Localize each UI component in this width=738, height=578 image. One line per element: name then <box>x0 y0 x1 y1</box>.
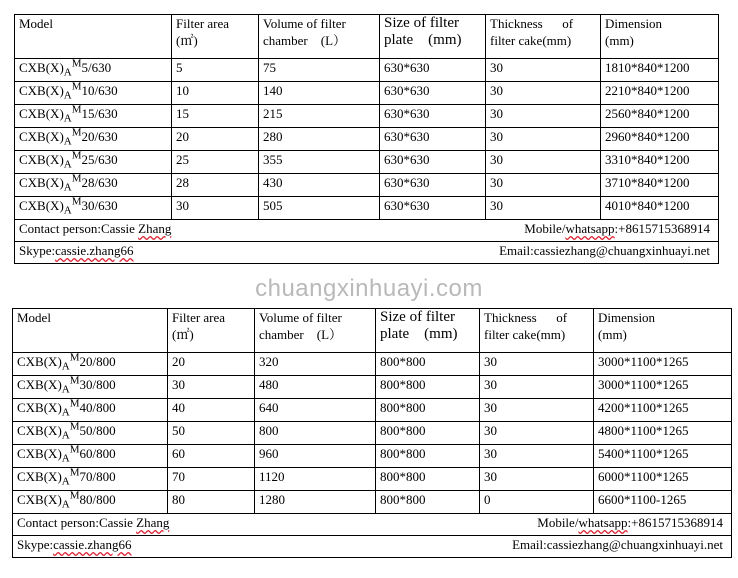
table-row <box>13 491 732 514</box>
volume-cell: 1120 <box>255 468 376 491</box>
filter-area-cell: 50 <box>168 422 255 445</box>
filter-area-cell: 60 <box>168 445 255 468</box>
cake-thickness-cell: 30 <box>480 376 594 399</box>
table-row <box>13 376 732 399</box>
model-cell: $CXB(X)_A^M20/630$ <box>15 128 172 151</box>
plate-size-cell: 630*630 <box>380 151 486 174</box>
model-cell: $CXB(X)_A^M25/630$ <box>15 151 172 174</box>
volume-cell: 75 <box>259 59 380 82</box>
header-plate-size: Size of filter plate (mm) <box>380 15 486 59</box>
contact-mobile: Mobile/whatsapp:+8615715368914 <box>524 221 710 236</box>
volume-cell: 800 <box>255 422 376 445</box>
contact-skype: Skype:cassie.zhang66 <box>17 537 132 552</box>
cake-thickness-cell: 30 <box>480 445 594 468</box>
contact-row <box>13 536 732 558</box>
plate-size-cell: 630*630 <box>380 82 486 105</box>
plate-size-cell: 800*800 <box>376 445 480 468</box>
volume-cell: 280 <box>259 128 380 151</box>
model-cell: $CXB(X)_A^M40/800$ <box>13 399 168 422</box>
spec-table-630 <box>14 14 719 264</box>
cake-thickness-cell: 0 <box>480 491 594 514</box>
table-row <box>15 105 719 128</box>
model-cell: $CXB(X)_A^M20/800$ <box>13 353 168 376</box>
header-volume: Volume of filter chamber (L） <box>255 309 376 353</box>
cake-thickness-cell: 30 <box>480 422 594 445</box>
header-dimension: Dimension (mm) <box>601 15 719 59</box>
filter-area-cell: 30 <box>172 197 259 220</box>
volume-cell: 320 <box>255 353 376 376</box>
cake-thickness-cell: 30 <box>480 468 594 491</box>
volume-cell: 480 <box>255 376 376 399</box>
dimension-cell: 3310*840*1200 <box>601 151 719 174</box>
volume-cell: 355 <box>259 151 380 174</box>
plate-size-cell: 800*800 <box>376 376 480 399</box>
filter-area-cell: 30 <box>168 376 255 399</box>
plate-size-cell: 800*800 <box>376 468 480 491</box>
header-model: Model <box>13 309 168 353</box>
contact-person: Contact person:Cassie Zhang <box>17 515 170 530</box>
watermark-text: chuangxinhuayi.com <box>255 275 483 302</box>
volume-cell: 140 <box>259 82 380 105</box>
table-row <box>13 353 732 376</box>
filter-area-cell: 25 <box>172 151 259 174</box>
contact-cell <box>15 220 719 242</box>
model-cell: $CXB(X)_A^M10/630$ <box>15 82 172 105</box>
dimension-cell: 6000*1100*1265 <box>594 468 732 491</box>
table-row <box>15 174 719 197</box>
model-cell: $CXB(X)_A^M80/800$ <box>13 491 168 514</box>
model-cell: $CXB(X)_A^M5/630$ <box>15 59 172 82</box>
model-cell: $CXB(X)_A^M70/800$ <box>13 468 168 491</box>
model-cell: $CXB(X)_A^M15/630$ <box>15 105 172 128</box>
plate-size-cell: 630*630 <box>380 174 486 197</box>
dimension-cell: 1810*840*1200 <box>601 59 719 82</box>
spec-table-800 <box>12 308 732 558</box>
cake-thickness-cell: 30 <box>486 174 601 197</box>
header-plate-size: Size of filter plate (mm) <box>376 309 480 353</box>
dimension-cell: 2560*840*1200 <box>601 105 719 128</box>
header-dimension: Dimension (mm) <box>594 309 732 353</box>
filter-area-cell: 20 <box>168 353 255 376</box>
contact-mobile: Mobile/whatsapp:+8615715368914 <box>537 515 723 530</box>
volume-cell: 960 <box>255 445 376 468</box>
contact-cell <box>15 242 719 264</box>
table-row <box>13 399 732 422</box>
volume-cell: 215 <box>259 105 380 128</box>
table-header-row <box>15 15 719 59</box>
table-row <box>15 59 719 82</box>
model-cell: $CXB(X)_A^M50/800$ <box>13 422 168 445</box>
filter-area-cell: 40 <box>168 399 255 422</box>
dimension-cell: 3000*1100*1265 <box>594 376 732 399</box>
table-row <box>13 445 732 468</box>
dimension-cell: 6600*1100-1265 <box>594 491 732 514</box>
contact-cell <box>13 536 732 558</box>
model-cell: $CXB(X)_A^M30/630$ <box>15 197 172 220</box>
dimension-cell: 3000*1100*1265 <box>594 353 732 376</box>
dimension-cell: 5400*1100*1265 <box>594 445 732 468</box>
volume-cell: 505 <box>259 197 380 220</box>
dimension-cell: 4800*1100*1265 <box>594 422 732 445</box>
volume-cell: 430 <box>259 174 380 197</box>
cake-thickness-cell: 30 <box>486 82 601 105</box>
plate-size-cell: 800*800 <box>376 422 480 445</box>
dimension-cell: 4010*840*1200 <box>601 197 719 220</box>
header-cake-thickness: Thickness of filter cake(mm) <box>480 309 594 353</box>
model-cell: $CXB(X)_A^M30/800$ <box>13 376 168 399</box>
filter-area-cell: 20 <box>172 128 259 151</box>
filter-area-cell: 80 <box>168 491 255 514</box>
contact-row <box>13 514 732 536</box>
cake-thickness-cell: 30 <box>486 105 601 128</box>
filter-area-cell: 5 <box>172 59 259 82</box>
model-cell: $CXB(X)_A^M60/800$ <box>13 445 168 468</box>
table-row <box>13 422 732 445</box>
dimension-cell: 3710*840*1200 <box>601 174 719 197</box>
header-model: Model <box>15 15 172 59</box>
filter-area-cell: 15 <box>172 105 259 128</box>
cake-thickness-cell: 30 <box>486 197 601 220</box>
cake-thickness-cell: 30 <box>486 128 601 151</box>
header-volume: Volume of filter chamber (L） <box>259 15 380 59</box>
plate-size-cell: 630*630 <box>380 128 486 151</box>
plate-size-cell: 800*800 <box>376 491 480 514</box>
dimension-cell: 4200*1100*1265 <box>594 399 732 422</box>
dimension-cell: 2210*840*1200 <box>601 82 719 105</box>
cake-thickness-cell: 30 <box>480 399 594 422</box>
plate-size-cell: 800*800 <box>376 353 480 376</box>
table-row <box>15 128 719 151</box>
contact-person: Contact person:Cassie Zhang <box>19 221 172 236</box>
contact-skype: Skype:cassie.zhang66 <box>19 243 134 258</box>
dimension-cell: 2960*840*1200 <box>601 128 719 151</box>
volume-cell: 640 <box>255 399 376 422</box>
filter-area-cell: 10 <box>172 82 259 105</box>
table-header-row <box>13 309 732 353</box>
volume-cell: 1280 <box>255 491 376 514</box>
contact-email: Email:cassiezhang@chuangxinhuayi.net <box>512 537 723 552</box>
header-cake-thickness: Thickness of filter cake(mm) <box>486 15 601 59</box>
contact-row <box>15 242 719 264</box>
cake-thickness-cell: 30 <box>486 151 601 174</box>
contact-cell <box>13 514 732 536</box>
contact-email: Email:cassiezhang@chuangxinhuayi.net <box>499 243 710 258</box>
table-row <box>15 197 719 220</box>
filter-area-cell: 70 <box>168 468 255 491</box>
model-cell: $CXB(X)_A^M28/630$ <box>15 174 172 197</box>
plate-size-cell: 630*630 <box>380 59 486 82</box>
cake-thickness-cell: 30 <box>480 353 594 376</box>
plate-size-cell: 630*630 <box>380 105 486 128</box>
plate-size-cell: 800*800 <box>376 399 480 422</box>
filter-area-cell: 28 <box>172 174 259 197</box>
header-filter-area: Filter area (㎡) <box>172 15 259 59</box>
table-row <box>15 82 719 105</box>
table-row <box>15 151 719 174</box>
contact-row <box>15 220 719 242</box>
plate-size-cell: 630*630 <box>380 197 486 220</box>
header-filter-area: Filter area (㎡) <box>168 309 255 353</box>
cake-thickness-cell: 30 <box>486 59 601 82</box>
table-row <box>13 468 732 491</box>
